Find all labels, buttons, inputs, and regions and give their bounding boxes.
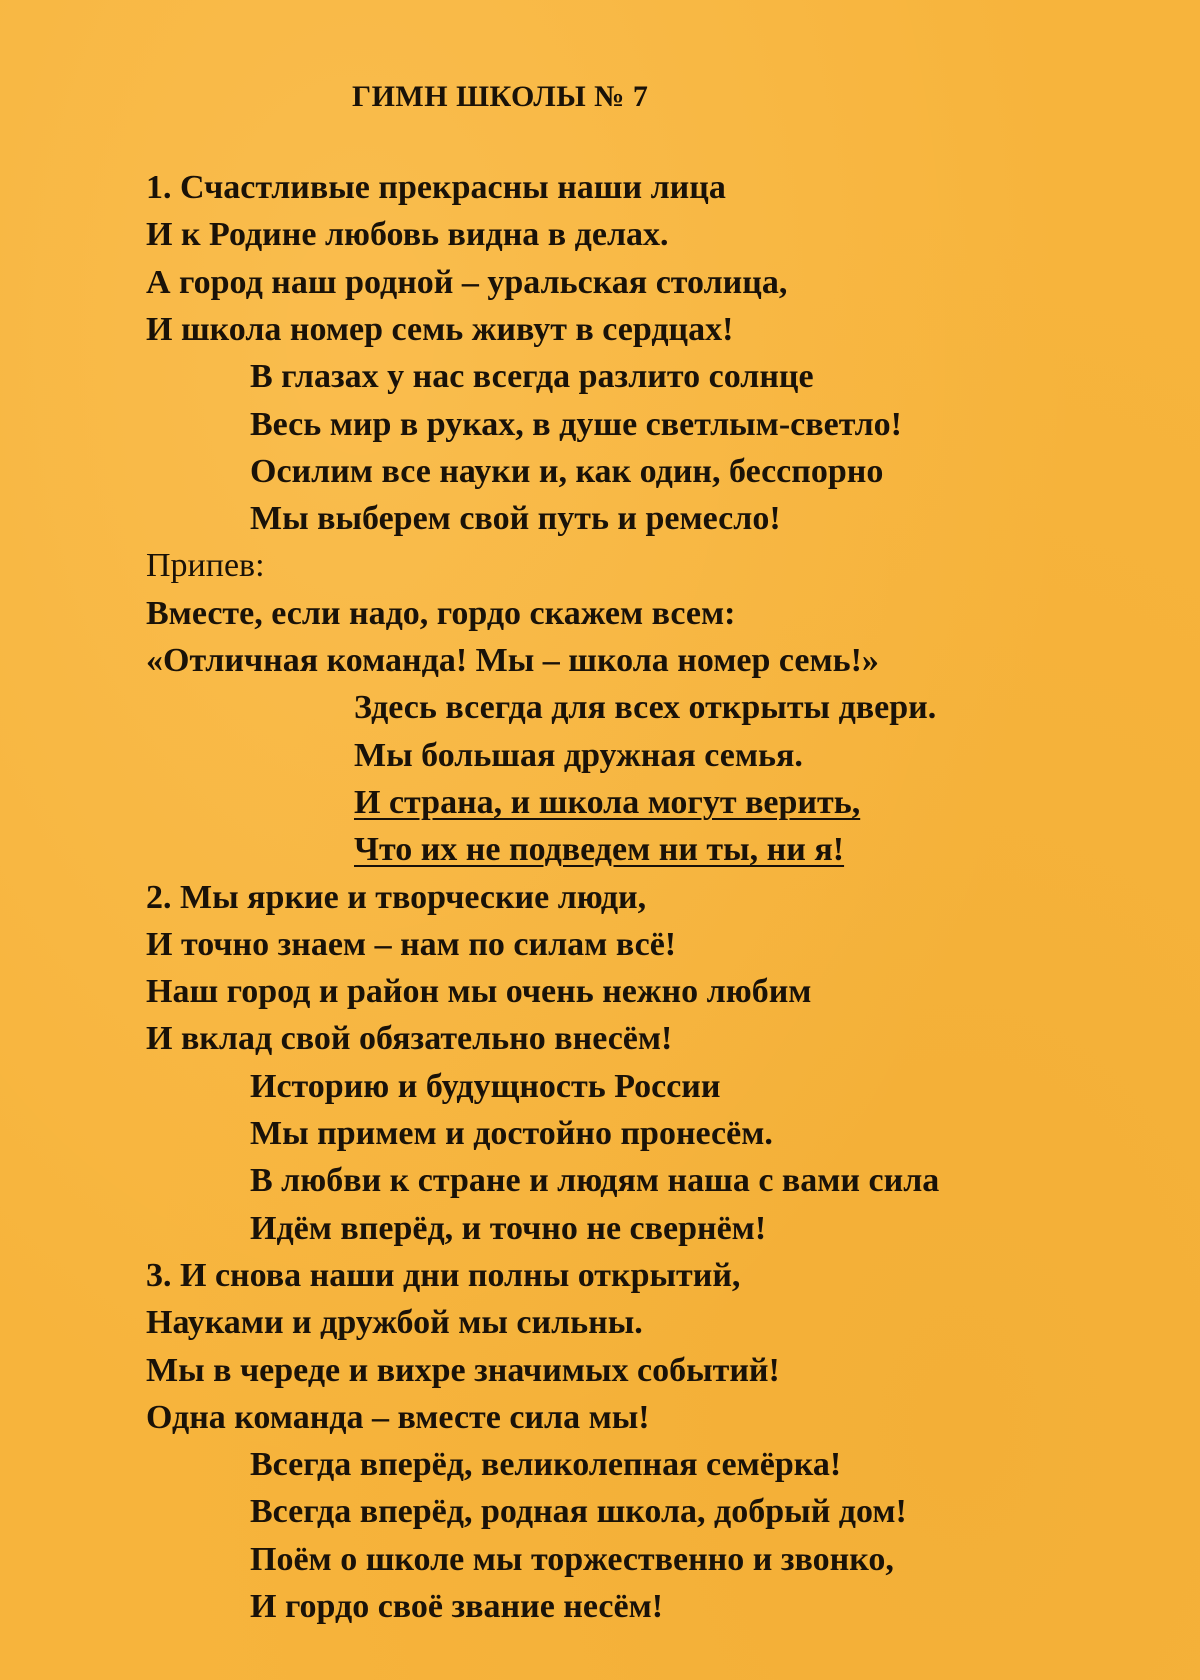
verse-line: Осилим все науки и, как один, бесспорно bbox=[250, 453, 884, 490]
verse-line: В глазах у нас всегда разлито солнце bbox=[250, 358, 814, 395]
verse-line: Мы в череде и вихре значимых событий! bbox=[146, 1352, 780, 1389]
verse-line: Одна команда – вместе сила мы! bbox=[146, 1399, 650, 1436]
verse-line: Наш город и район мы очень нежно любим bbox=[146, 973, 812, 1010]
verse-line: Мы примем и достойно пронесём. bbox=[250, 1115, 773, 1152]
verse-line: Мы выберем свой путь и ремесло! bbox=[250, 500, 781, 537]
verse-line: Вместе, если надо, гордо скажем всем: bbox=[146, 595, 736, 632]
verse-line: 1. Счастливые прекрасны наши лица bbox=[146, 169, 726, 206]
verse-line: И школа номер семь живут в сердцах! bbox=[146, 311, 734, 348]
verse-line: Здесь всегда для всех открыты двери. bbox=[354, 689, 937, 726]
verse-line: 3. И снова наши дни полны открытий, bbox=[146, 1257, 741, 1294]
verse-line: И к Родине любовь видна в делах. bbox=[146, 216, 669, 253]
verse-line: 2. Мы яркие и творческие люди, bbox=[146, 879, 647, 916]
verse-line: И вклад свой обязательно внесём! bbox=[146, 1020, 673, 1057]
verse-line: Весь мир в руках, в душе светлым-светло! bbox=[250, 406, 902, 443]
verse-line: И гордо своё звание несём! bbox=[250, 1588, 664, 1625]
verse-line: И точно знаем – нам по силам всё! bbox=[146, 926, 677, 963]
verse-line: А город наш родной – уральская столица, bbox=[146, 264, 788, 301]
verse-line: Всегда вперёд, великолепная семёрка! bbox=[250, 1446, 842, 1483]
verse-line: Всегда вперёд, родная школа, добрый дом! bbox=[250, 1493, 907, 1530]
verse-line: Поём о школе мы торжественно и звонко, bbox=[250, 1541, 894, 1578]
verse-line: Идём вперёд, и точно не свернём! bbox=[250, 1210, 767, 1247]
verse-line: Что их не подведем ни ты, ни я! bbox=[354, 831, 845, 868]
verse-line: Мы большая дружная семья. bbox=[354, 737, 803, 774]
verse-line: «Отличная команда! Мы – школа номер семь!» bbox=[146, 642, 879, 679]
page-title: ГИМН ШКОЛЫ № 7 bbox=[352, 80, 649, 113]
chorus-label: Припев: bbox=[146, 547, 265, 584]
verse-line: Историю и будущность России bbox=[250, 1068, 721, 1105]
verse-line: В любви к стране и людям наша с вами сила bbox=[250, 1162, 940, 1199]
verse-line: И страна, и школа могут верить, bbox=[354, 784, 861, 821]
verse-line: Науками и дружбой мы сильны. bbox=[146, 1304, 643, 1341]
